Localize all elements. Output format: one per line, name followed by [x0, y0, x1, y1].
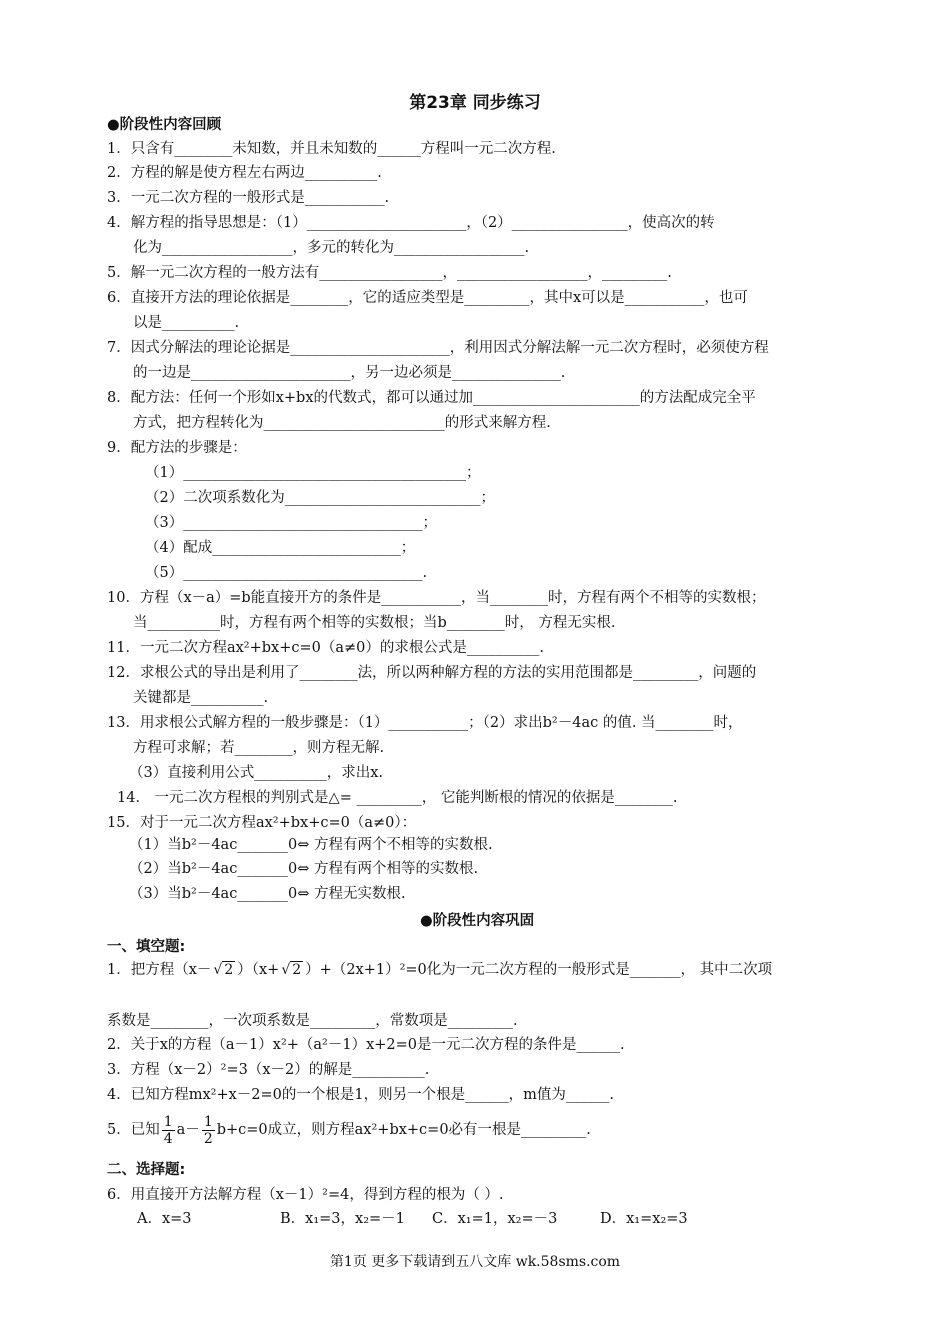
review-line: 当__________时，方程有两个相等的实数根；当b________时， 方程无实根.: [133, 615, 616, 631]
review-line: 化为__________________，多元的转化为__________________.: [133, 240, 530, 256]
review-line: 7．因式分解法的理论论据是______________________，利用因式分解法解一元二次方程时，必须使方程: [107, 340, 769, 356]
q6-option-d: D．x₁=x₂=3: [600, 1211, 688, 1227]
section-review-heading: ●阶段性内容回顾: [107, 117, 222, 133]
q6-option-a: A．x=3: [137, 1211, 192, 1227]
review-line: 方式，把方程转化为_________________________的形式来解方程.: [133, 415, 551, 431]
question-2: 2．关于x的方程（a－1）x²+（a²－1）x+2=0是一元二次方程的条件是______.: [107, 1037, 625, 1053]
review-line: 4．解方程的指导思想是：（1）______________________，（2）________________，使高次的转: [107, 215, 715, 231]
review-line: 5．解一元二次方程的一般方法有_________________，__________________，_________.: [107, 265, 672, 281]
review-line: 15．对于一元二次方程ax²+bx+c=0（a≠0）：: [107, 815, 417, 831]
review-line: 方程可求解；若________，则方程无解.: [133, 740, 385, 756]
fraction-denominator: 2: [203, 1130, 213, 1147]
page-footer: 第1页 更多下载请到五八文库 wk.58sms.com: [329, 1254, 621, 1270]
review-line: 11．一元二次方程ax²+bx+c=0（a≠0）的求根公式是__________.: [107, 640, 544, 656]
review-line: （2）二次项系数化为___________________________；: [145, 490, 495, 506]
q1-text-b: ）（x+: [237, 962, 280, 978]
question-3: 3．方程（x－2）²=3（x－2）的解是__________.: [107, 1062, 430, 1078]
review-line: （3）当b²－4ac_______0⇔ 方程无实数根.: [129, 886, 406, 902]
q5-text-b: a－: [176, 1122, 200, 1138]
review-line: 12．求根公式的导出是利用了________法，所以两种解方程的方法的实用范围都是_________，问题的: [107, 665, 757, 681]
question-4: 4．已知方程mx²+x－2=0的一个根是1，则另一个根是______，m值为______.: [107, 1087, 614, 1103]
q6-option-b: B．x₁=3，x₂=－1: [280, 1211, 405, 1227]
q1-text-a: 1．把方程（x－: [107, 962, 212, 978]
review-line: 8．配方法：任何一个形如x+bx的代数式，都可以通过加_______________________的方法配成完全平: [107, 390, 756, 406]
q6-option-c: C．x₁=1，x₂=－3: [432, 1211, 558, 1227]
review-line: 10．方程（x－a）=b能直接开方的条件是___________，当________时，方程有两个不相等的实数根；: [107, 590, 766, 606]
review-line: 14． 一元二次方程根的判别式是△= _________， 它能判断根的情况的依据是________.: [117, 790, 678, 806]
question-1-line: [107, 956, 772, 984]
review-line: 3．一元二次方程的一般形式是___________.: [107, 190, 390, 206]
review-line: （2）当b²－4ac_______0⇔ 方程有两个相等的实数根.: [129, 861, 479, 877]
review-line: 6．直接开方法的理论依据是________，它的适应类型是_________，其中x可以是___________，也可: [107, 290, 748, 306]
sqrt-radicand: 2: [224, 962, 234, 978]
review-line: 以是__________.: [133, 315, 240, 331]
review-line: （4）配成__________________________；: [145, 540, 416, 556]
review-line: （1）_______________________________________；: [145, 465, 481, 481]
fraction-1-4: [162, 1114, 175, 1147]
review-line: 1．只含有________未知数，并且未知数的______方程叫一元二次方程.: [107, 141, 556, 157]
review-line: （1）当b²－4ac_______0⇔ 方程有两个不相等的实数根.: [129, 837, 493, 853]
review-line: （3）直接利用公式__________，求出x.: [129, 765, 384, 781]
sqrt-radicand: 2: [292, 962, 302, 978]
question-5-line: [107, 1110, 591, 1150]
review-line: （5）_________________________________.: [145, 565, 428, 581]
q5-text-c: b+c=0成立，则方程ax²+bx+c=0必有一根是_________.: [216, 1122, 591, 1138]
fraction-denominator: 4: [163, 1130, 173, 1147]
q5-text-a: 5．已知: [107, 1122, 160, 1138]
review-line: 的一边是______________________，另一边必须是_______________.: [133, 365, 566, 381]
fraction-1-2: [202, 1114, 215, 1147]
part2-title: 二、选择题:: [107, 1162, 186, 1178]
page-title: 第23章 同步练习: [409, 93, 541, 113]
question-1-cont: 系数是________，一次项系数是_________，常数项是_________.: [107, 1013, 518, 1029]
fraction-numerator: 1: [163, 1113, 173, 1130]
section-consolidate-heading: ●阶段性内容巩固: [420, 913, 535, 929]
question-6: 6．用直接开方法解方程（x－1）²=4，得到方程的根为（ ）.: [107, 1187, 504, 1203]
review-line: 9．配方法的步骤是：: [107, 440, 247, 456]
review-line: 13．用求根公式解方程的一般步骤是：（1）___________；（2）求出b²－4ac 的值. 当________时，: [107, 715, 743, 731]
part1-title: 一、填空题:: [107, 939, 186, 955]
review-line: （3）_________________________________；: [145, 515, 437, 531]
review-line: 关键都是__________.: [133, 690, 269, 706]
fraction-numerator: 1: [203, 1113, 213, 1130]
sqrt-symbol: √ 2: [213, 962, 234, 978]
review-line: 2．方程的解是使方程左右两边__________.: [107, 165, 382, 181]
q1-text-c: ）+（2x+1）²=0化为一元二次方程的一般形式是_______， 其中二次项: [305, 962, 773, 978]
sqrt-symbol: √ 2: [281, 962, 302, 978]
